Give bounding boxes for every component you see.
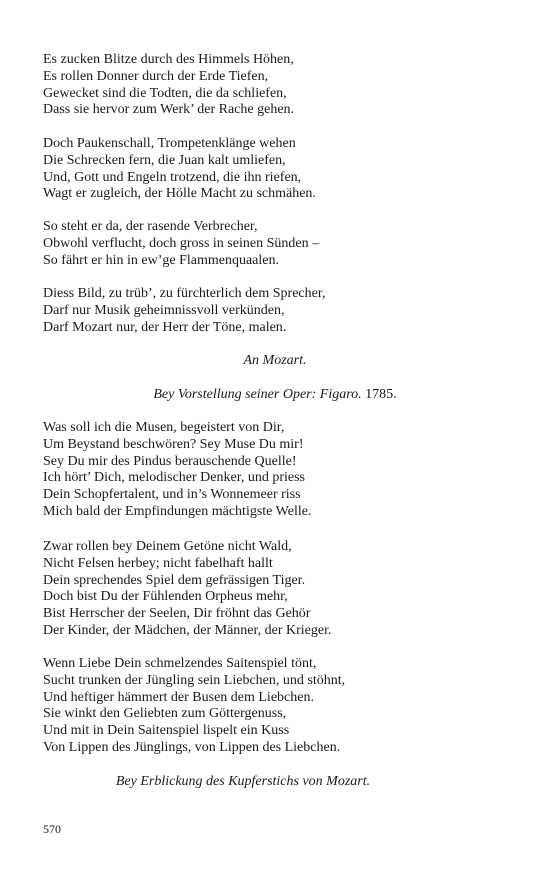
stanza-3: [43, 219, 513, 269]
verse-line: Und, Gott und Engeln trotzend, die ihn riefen,: [43, 169, 302, 185]
verse-line: Dein Schopfertalent, und in’s Wonnemeer riss: [43, 487, 301, 503]
stanza-4: [43, 286, 513, 336]
verse-line: Doch bist Du der Fühlenden Orpheus mehr,: [43, 589, 288, 605]
stanza-6: [43, 539, 513, 640]
poem-title-text: An Mozart.: [243, 353, 307, 368]
poem-subtitle-year: 1785.: [361, 387, 397, 402]
stanza-7: [43, 656, 513, 757]
verse-line: So steht er da, der rasende Verbrecher,: [43, 219, 258, 234]
verse-line: Die Schrecken fern, die Juan kalt umliefen,: [43, 152, 286, 168]
verse-line: Es zucken Blitze durch des Himmels Höhen,: [43, 52, 294, 67]
verse-line: Es rollen Donner durch der Erde Tiefen,: [43, 68, 269, 84]
verse-line: Gewecket sind die Todten, die da schliefen,: [43, 85, 287, 101]
next-poem-title-text: Bey Erblickung des Kupferstichs von Mozart.: [115, 774, 371, 789]
verse-line: Wenn Liebe Dein schmelzendes Saitenspiel tönt,: [43, 656, 317, 671]
next-poem-title: [0, 773, 518, 790]
verse-line: Sucht trunken der Jüngling sein Liebchen, und stöhnt,: [43, 672, 346, 688]
verse-line: Ich hört’ Dich, melodischer Denker, und priess: [43, 470, 305, 486]
verse-line: Obwohl verflucht, doch gross in seinen Sünden –: [43, 235, 320, 251]
verse-line: Diess Bild, zu trüb’, zu fürchterlich dem Sprecher,: [43, 286, 326, 301]
verse-line: Von Lippen des Jünglings, von Lippen des Liebchen.: [43, 739, 341, 755]
stanza-2: [43, 136, 513, 203]
verse-line: Und mit in Dein Saitenspiel lispelt ein Kuss: [43, 723, 290, 739]
verse-line: Darf Mozart nur, der Herr der Töne, malen.: [43, 319, 287, 335]
verse-line: Was soll ich die Musen, begeistert von Dir,: [43, 420, 285, 435]
page-number: 570: [43, 822, 61, 836]
verse-line: Dein sprechendes Spiel dem gefrässigen Tiger.: [43, 572, 306, 588]
verse-line: Wagt er zugleich, der Hölle Macht zu schmähen.: [43, 186, 316, 202]
verse-line: Doch Paukenschall, Trompetenklänge wehen: [43, 136, 296, 151]
verse-line: Bist Herrscher der Seelen, Dir fröhnt das Gehör: [43, 606, 311, 622]
verse-line: Um Beystand beschwören? Sey Muse Du mir!: [43, 436, 304, 452]
poem-subtitle-text: Bey Vorstellung seiner Oper: Figaro.: [153, 387, 362, 402]
poem-subtitle: [0, 386, 550, 403]
verse-line: Sie winkt den Geliebten zum Göttergenuss,: [43, 706, 287, 722]
verse-line: Dass sie hervor zum Werk’ der Rache gehen.: [43, 102, 295, 118]
verse-line: So fährt er hin in ew’ge Flammenquaalen.: [43, 252, 279, 268]
verse-line: Und heftiger hämmert der Busen dem Liebchen.: [43, 689, 314, 705]
stanza-5: [43, 420, 513, 521]
verse-line: Darf nur Musik geheimnissvoll verkünden,: [43, 302, 285, 318]
verse-line: Nicht Felsen herbey; nicht fabelhaft hallt: [43, 555, 273, 571]
stanza-1: [43, 52, 513, 119]
verse-line: Der Kinder, der Mädchen, der Männer, der Krieger.: [43, 622, 332, 638]
verse-line: Mich bald der Empfindungen mächtigste Welle.: [43, 503, 312, 519]
poem-title: [0, 352, 550, 369]
verse-line: Zwar rollen bey Deinem Getöne nicht Wald,: [43, 539, 292, 554]
verse-line: Sey Du mir des Pindus berauschende Quelle!: [43, 453, 297, 469]
